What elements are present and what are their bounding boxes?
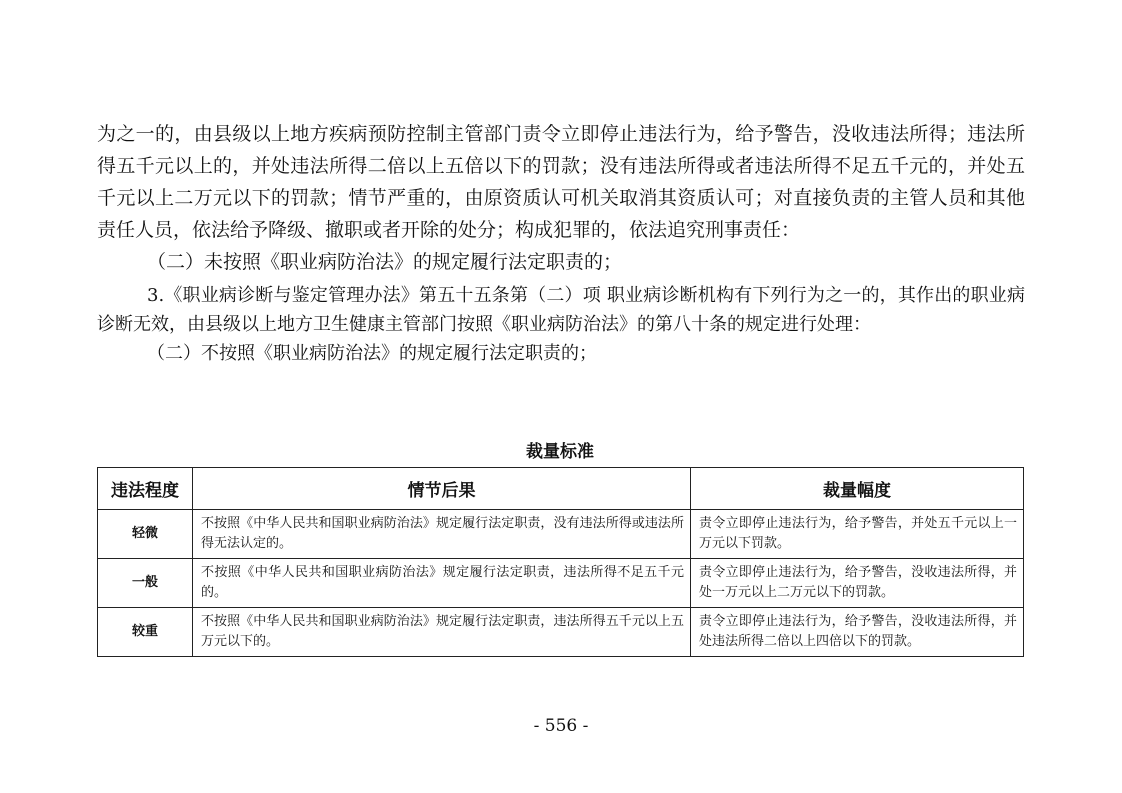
table-row [98, 608, 1024, 657]
table-caption: 裁量标准 [526, 442, 594, 462]
level-cell: 轻微 [98, 510, 193, 559]
level-cell: 一般 [98, 559, 193, 608]
table-header-row [98, 468, 1024, 510]
header-penalty-range: 裁量幅度 [691, 468, 1024, 510]
circumstance-cell: 不按照《中华人民共和国职业病防治法》规定履行法定职责，没有违法所得或违法所得无法认定的。 [193, 510, 691, 559]
document-body [97, 118, 1025, 368]
penalty-cell: 责令立即停止违法行为，给予警告，没收违法所得，并处一万元以上二万元以下的罚款。 [691, 559, 1024, 608]
table-row [98, 559, 1024, 608]
paragraph-diagnosis-regulation: 3.《职业病诊断与鉴定管理办法》第五十五条第（二）项 职业病诊断机构有下列行为之一的，其作出的职业病诊断无效，由县级以上地方卫生健康主管部门按照《职业病防治法》的第八十条的规定进行处理： [97, 285, 1025, 335]
paragraph-penalty-clause: 为之一的，由县级以上地方疾病预防控制主管部门责令立即停止违法行为，给予警告，没收违法所得；违法所得五千元以上的，并处违法所得二倍以上五倍以下的罚款；没有违法所得或者违法所得不足五千元的，并处五千元以上二万元以下的罚款；情节严重的，由原资质认可机关取消其资质认可；对直接负责的主管人员和其他责任人员，依法给予降级、撤职或者开除的处分；构成犯罪的，依法追究刑事责任： [97, 123, 1025, 241]
circumstance-cell: 不按照《中华人民共和国职业病防治法》规定履行法定职责，违法所得五千元以上五万元以下的。 [193, 608, 691, 657]
page-number: - 556 - [533, 716, 589, 736]
header-circumstance: 情节后果 [193, 468, 691, 510]
table-row [98, 510, 1024, 559]
circumstance-cell: 不按照《中华人民共和国职业病防治法》规定履行法定职责，违法所得不足五千元的。 [193, 559, 691, 608]
penalty-cell: 责令立即停止违法行为，给予警告，没收违法所得，并处违法所得二倍以上四倍以下的罚款。 [691, 608, 1024, 657]
paragraph-item-two-not-performed-duty: （二）不按照《职业病防治法》的规定履行法定职责的； [147, 343, 597, 364]
paragraph-item-two-unperformed-duty: （二）未按照《职业病防治法》的规定履行法定职责的； [147, 251, 623, 273]
penalty-cell: 责令立即停止违法行为，给予警告，并处五千元以上一万元以下罚款。 [691, 510, 1024, 559]
level-cell: 较重 [98, 608, 193, 657]
discretion-standard-table [97, 467, 1024, 657]
header-violation-degree: 违法程度 [98, 468, 193, 510]
